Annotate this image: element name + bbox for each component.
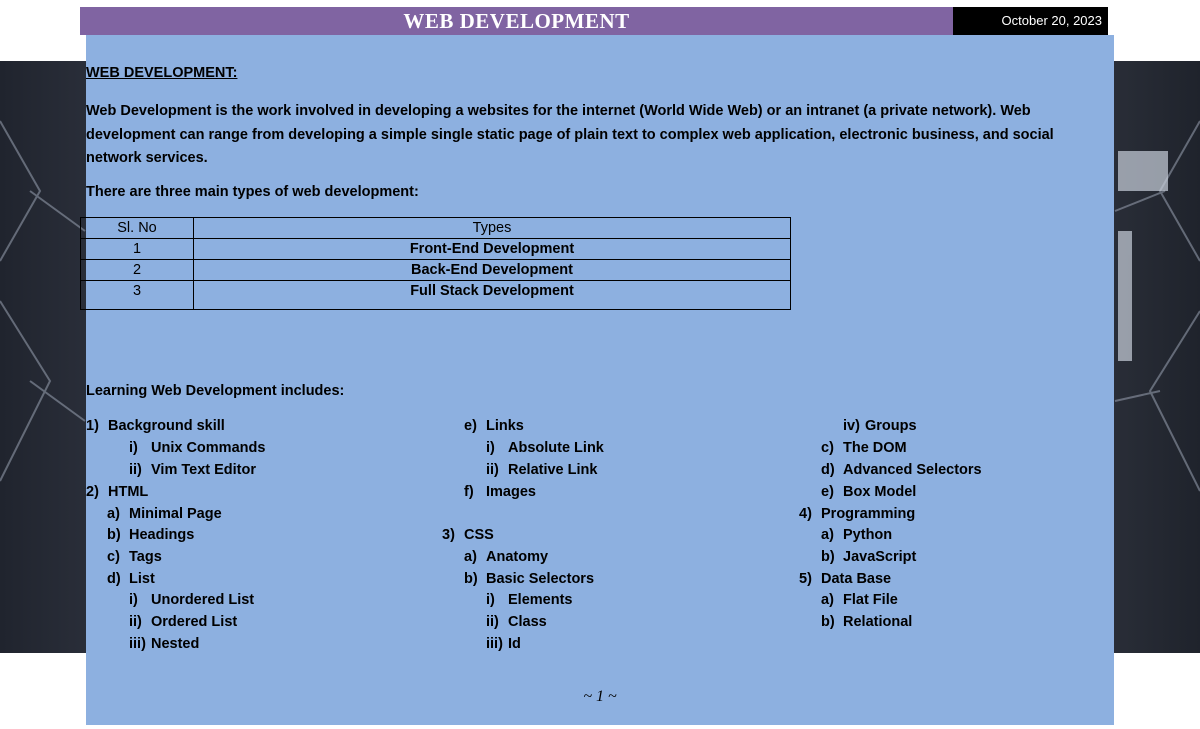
table-header-cell: Sl. No (81, 218, 194, 239)
list-text: Anatomy (486, 549, 549, 565)
list-text: Box Model (843, 484, 917, 500)
list-text: Ordered List (151, 614, 238, 630)
list-marker: 2) (86, 484, 99, 500)
list-item (486, 611, 547, 633)
list-text: Minimal Page (129, 506, 222, 522)
list-marker: iv) (843, 418, 860, 434)
list-text: Images (486, 484, 536, 500)
list-marker: ii) (129, 614, 142, 630)
table-row (81, 281, 791, 310)
header-title: WEB DEVELOPMENT (80, 7, 953, 35)
list-item (86, 481, 148, 503)
list-item (86, 415, 225, 437)
list-marker: ii) (486, 462, 499, 478)
list-marker: a) (464, 549, 477, 565)
list-text: Class (508, 614, 547, 630)
table-cell-type: Full Stack Development (194, 281, 791, 310)
list-text: Programming (821, 506, 916, 522)
list-item (107, 546, 162, 568)
list-item (464, 568, 594, 590)
types-table (80, 217, 791, 310)
list-item (821, 481, 916, 503)
list-marker: a) (107, 506, 120, 522)
list-text: Advanced Selectors (843, 462, 982, 478)
list-text: Relative Link (508, 462, 598, 478)
list-marker: i) (129, 440, 138, 456)
learning-intro: Learning Web Development includes: (86, 383, 345, 399)
list-text: JavaScript (843, 549, 917, 565)
list-marker: b) (107, 527, 121, 543)
list-item (821, 589, 898, 611)
types-intro: There are three main types of web development: (86, 184, 419, 200)
list-marker: ii) (129, 462, 142, 478)
list-text: Tags (129, 549, 162, 565)
page-number: ~ 1 ~ (583, 688, 617, 705)
list-marker: b) (821, 549, 835, 565)
list-item (821, 611, 912, 633)
list-item (129, 589, 254, 611)
list-text: Flat File (843, 592, 898, 608)
list-marker: c) (821, 440, 834, 456)
list-marker: b) (821, 614, 835, 630)
list-item (486, 437, 604, 459)
list-item (107, 503, 222, 525)
table-header-cell: Types (194, 218, 791, 239)
list-item (464, 546, 548, 568)
list-item (464, 415, 524, 437)
list-marker: d) (107, 571, 121, 587)
list-item (486, 589, 572, 611)
table-cell-type: Front-End Development (194, 239, 791, 260)
list-item (129, 611, 237, 633)
list-marker: e) (821, 484, 834, 500)
list-text: Data Base (821, 571, 892, 587)
list-marker: 3) (442, 527, 455, 543)
list-text: Links (486, 418, 524, 434)
table-cell-type: Back-End Development (194, 260, 791, 281)
list-item (129, 633, 199, 655)
list-text: Unix Commands (151, 440, 266, 456)
list-text: CSS (464, 527, 494, 543)
list-text: Relational (843, 614, 913, 630)
list-text: Absolute Link (508, 440, 604, 456)
list-marker: i) (486, 440, 495, 456)
list-item (464, 481, 536, 503)
list-item (442, 524, 494, 546)
table-cell-number: 3 (81, 281, 194, 310)
header-date: October 20, 2023 (953, 7, 1108, 35)
list-marker: d) (821, 462, 835, 478)
list-item (821, 546, 916, 568)
list-marker: a) (821, 592, 834, 608)
list-text: Headings (129, 527, 195, 543)
list-text: The DOM (843, 440, 907, 456)
list-item (799, 568, 891, 590)
list-text: Vim Text Editor (151, 462, 257, 478)
list-item (821, 437, 907, 459)
list-marker: 1) (86, 418, 99, 434)
list-item (129, 459, 256, 481)
list-text: List (129, 571, 155, 587)
list-marker: 4) (799, 506, 812, 522)
list-item (129, 437, 265, 459)
list-marker: e) (464, 418, 477, 434)
list-marker: f) (464, 484, 474, 500)
list-text: Python (843, 527, 893, 543)
section-heading: WEB DEVELOPMENT: (86, 65, 238, 81)
list-text: Elements (508, 592, 573, 608)
list-marker: ii) (486, 614, 499, 630)
list-marker: i) (129, 592, 138, 608)
list-item (486, 633, 521, 655)
list-text: Basic Selectors (486, 571, 595, 587)
list-item (843, 415, 917, 437)
intro-paragraph: Web Development is the work involved in developing a websites for the internet (World Wide Web) or an intranet (a private network). Web development can range from developing a simple single static page of plain text to complex web application, electronic business, and social network services. (86, 103, 1054, 166)
list-marker: iii) (129, 636, 146, 652)
list-text: HTML (108, 484, 149, 500)
table-row (81, 260, 791, 281)
list-text: Id (508, 636, 521, 652)
list-item (821, 459, 982, 481)
list-item (821, 524, 892, 546)
table-cell-number: 2 (81, 260, 194, 281)
list-text: Background skill (108, 418, 225, 434)
list-marker: iii) (486, 636, 503, 652)
list-marker: a) (821, 527, 834, 543)
list-text: Groups (865, 418, 917, 434)
list-item (107, 568, 155, 590)
list-marker: c) (107, 549, 120, 565)
table-cell-number: 1 (81, 239, 194, 260)
list-marker: 5) (799, 571, 812, 587)
list-marker: b) (464, 571, 478, 587)
table-header-row (81, 218, 791, 239)
list-marker: i) (486, 592, 495, 608)
list-item (107, 524, 194, 546)
list-text: Nested (151, 636, 200, 652)
table-row (81, 239, 791, 260)
list-text: Unordered List (151, 592, 255, 608)
list-item (799, 503, 915, 525)
list-item (486, 459, 597, 481)
